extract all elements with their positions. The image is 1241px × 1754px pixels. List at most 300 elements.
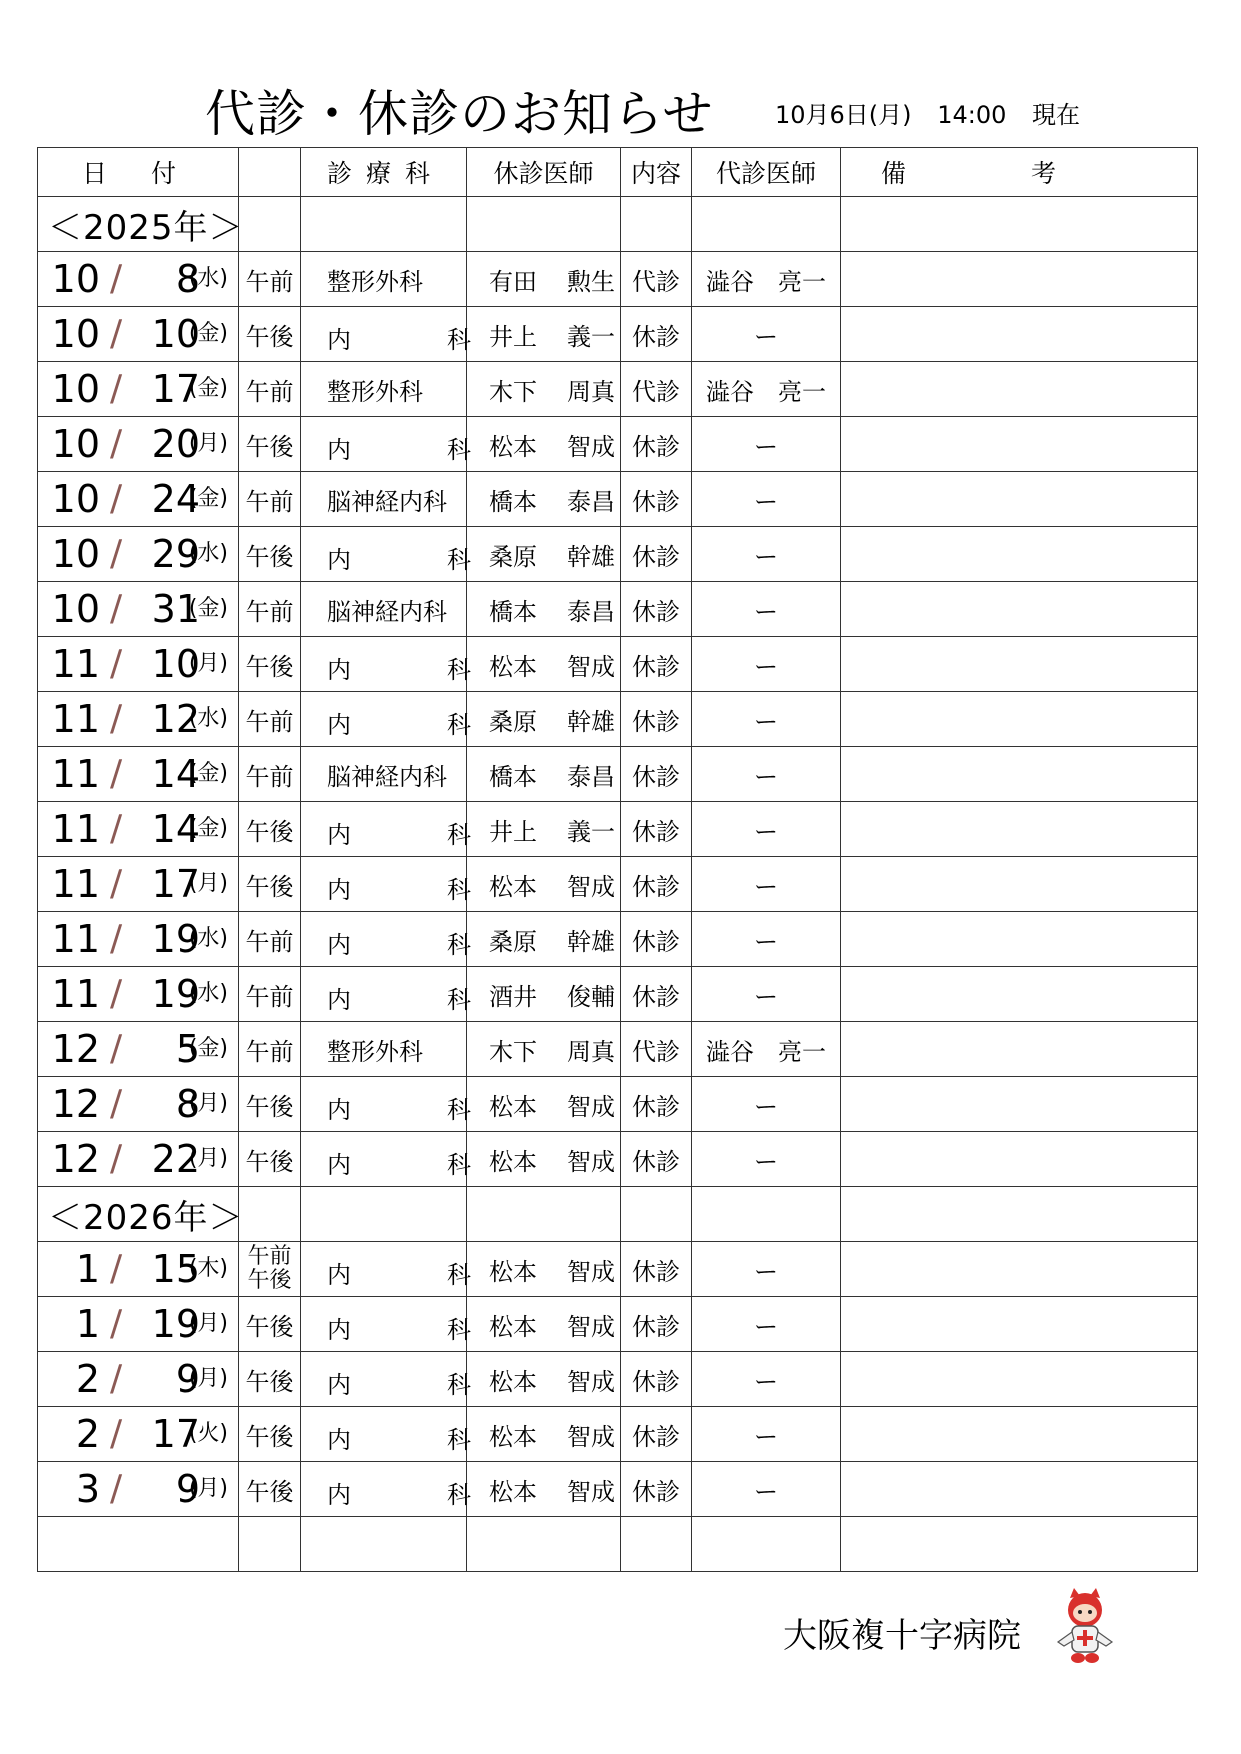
date-day: 29 [151, 532, 200, 576]
note-cell [841, 967, 1198, 1022]
session-cell: 午前 [239, 912, 301, 967]
hospital-mascot-icon [1050, 1588, 1120, 1668]
note-cell [841, 637, 1198, 692]
date-weekday: (月) [188, 1146, 228, 1171]
absent-doctor-cell [467, 747, 621, 802]
absent-doctor-last: 橋本 [489, 762, 537, 791]
date-month: 10 [51, 422, 100, 466]
dept-part-a: 内 [327, 436, 351, 464]
date-slash: / [110, 863, 123, 904]
session-cell: 午後 [239, 857, 301, 912]
type-cell: 休診 [621, 967, 692, 1022]
dept-cell: 脳神経内科 [301, 582, 467, 637]
note-cell [841, 1022, 1198, 1077]
year-label: ＜2026年＞ [38, 1187, 239, 1242]
absent-doctor-first: 智成 [567, 872, 615, 901]
dept-cell [301, 967, 471, 1022]
date-day: 14 [151, 807, 200, 851]
date-weekday: (月) [188, 651, 228, 676]
note-cell [841, 1077, 1198, 1132]
dept-cell [301, 307, 471, 362]
date-month: 1 [75, 1302, 100, 1346]
date-month: 11 [51, 972, 100, 1016]
date-weekday: (月) [188, 1476, 228, 1501]
type-cell: 休診 [621, 857, 692, 912]
year-row [38, 1187, 1198, 1242]
absent-doctor-cell [467, 857, 621, 912]
date-weekday: (水) [188, 541, 228, 566]
absent-doctor-first: 義一 [567, 322, 615, 351]
dept-part-a: 内 [327, 1481, 351, 1509]
session-am: 午前 [247, 1244, 292, 1269]
note-cell [841, 252, 1198, 307]
date-weekday: (金) [188, 486, 228, 511]
dept-part-b: 科 [447, 931, 471, 959]
date-month: 12 [51, 1137, 100, 1181]
dept-cell [301, 417, 471, 472]
date-month: 2 [75, 1357, 100, 1401]
table-row [38, 527, 1198, 582]
column-header-substitute-doctor: 代診医師 [692, 148, 841, 197]
note-cell [841, 802, 1198, 857]
date-weekday: (月) [188, 1311, 228, 1336]
page-title: 代診・休診のお知らせ [205, 85, 714, 143]
absent-doctor-last: 井上 [489, 322, 537, 351]
date-weekday: (月) [188, 1366, 228, 1391]
absent-doctor-first: 泰昌 [567, 597, 615, 626]
table-row [38, 1462, 1198, 1517]
session-cell: 午後 [239, 307, 301, 362]
absent-doctor-first: 泰昌 [567, 762, 615, 791]
date-weekday: (木) [188, 1256, 228, 1281]
table-row [38, 747, 1198, 802]
dept-part-a: 内 [327, 931, 351, 959]
substitute-doctor-cell: ー [692, 912, 841, 967]
date-day: 20 [151, 422, 200, 466]
substitute-doctor-cell: ー [692, 637, 841, 692]
dept-part-a: 内 [327, 1261, 351, 1289]
substitute-doctor-cell: ー [692, 1077, 841, 1132]
absent-doctor-first: 智成 [567, 1257, 615, 1286]
type-cell: 休診 [621, 1352, 692, 1407]
table-row [38, 472, 1198, 527]
session-cell: 午前 [239, 747, 301, 802]
absent-doctor-cell [467, 1022, 621, 1077]
absent-doctor-cell [467, 1132, 621, 1187]
note-cell [841, 857, 1198, 912]
absent-doctor-first: 智成 [567, 1367, 615, 1396]
session-cell: 午前 [239, 1022, 301, 1077]
substitute-doctor-cell: ー [692, 1407, 841, 1462]
absent-doctor-last: 松本 [489, 1367, 537, 1396]
note-cell [841, 1297, 1198, 1352]
as-of-time: 14:00 [937, 101, 1007, 129]
date-weekday: (水) [188, 981, 228, 1006]
note-cell [841, 472, 1198, 527]
date-cell [38, 307, 239, 362]
session-cell: 午後 [239, 527, 301, 582]
type-cell: 休診 [621, 802, 692, 857]
absent-doctor-last: 桑原 [489, 707, 537, 736]
absent-doctor-cell [467, 692, 621, 747]
date-weekday: (水) [188, 926, 228, 951]
absent-doctor-last: 松本 [489, 872, 537, 901]
table-row [38, 1407, 1198, 1462]
date-cell [38, 692, 239, 747]
date-cell [38, 1022, 239, 1077]
session-cell: 午前 [239, 362, 301, 417]
table-row [38, 1242, 1198, 1297]
empty-row [38, 1517, 1198, 1572]
absent-doctor-last: 酒井 [489, 982, 537, 1011]
date-slash: / [110, 258, 123, 299]
absent-doctor-first: 智成 [567, 1477, 615, 1506]
hospital-name: 大阪複十字病院 [783, 1616, 1021, 1656]
session-cell: 午後 [239, 1462, 301, 1517]
type-cell: 代診 [621, 362, 692, 417]
dept-part-a: 内 [327, 1316, 351, 1344]
absent-doctor-last: 木下 [489, 1037, 537, 1066]
date-cell [38, 747, 239, 802]
dept-part-b: 科 [447, 986, 471, 1014]
date-slash: / [110, 808, 123, 849]
session-cell: 午前 [239, 252, 301, 307]
column-header-date: 日 付 [38, 148, 239, 197]
schedule-table [37, 147, 1198, 1572]
date-slash: / [110, 478, 123, 519]
dept-part-b: 科 [447, 326, 471, 354]
absent-doctor-last: 松本 [489, 652, 537, 681]
dept-cell [301, 1132, 471, 1187]
absent-doctor-first: 幹雄 [567, 542, 615, 571]
date-day: 10 [151, 642, 200, 686]
note-cell [841, 1407, 1198, 1462]
date-slash: / [110, 423, 123, 464]
absent-doctor-first: 義一 [567, 817, 615, 846]
column-header-dept: 診療科 [301, 148, 467, 197]
dept-cell [301, 1077, 471, 1132]
absent-doctor-cell [467, 637, 621, 692]
substitute-doctor-cell: ー [692, 967, 841, 1022]
dept-part-a: 内 [327, 656, 351, 684]
date-slash: / [110, 533, 123, 574]
dept-cell [301, 527, 471, 582]
session-cell: 午前 [239, 967, 301, 1022]
dept-cell: 脳神経内科 [301, 472, 467, 527]
type-cell: 休診 [621, 1132, 692, 1187]
date-day: 14 [151, 752, 200, 796]
note-cell [841, 1132, 1198, 1187]
dept-cell [301, 1242, 471, 1297]
date-month: 11 [51, 642, 100, 686]
column-header-type: 内容 [621, 148, 692, 197]
date-cell [38, 527, 239, 582]
note-cell [841, 307, 1198, 362]
session-cell: 午前 [239, 582, 301, 637]
dept-cell: 整形外科 [301, 362, 467, 417]
dept-cell [301, 1407, 471, 1462]
absent-doctor-first: 智成 [567, 432, 615, 461]
date-slash: / [110, 1248, 123, 1289]
absent-doctor-first: 智成 [567, 652, 615, 681]
session-pm: 午後 [247, 1268, 292, 1293]
type-cell: 休診 [621, 637, 692, 692]
substitute-doctor-cell: ー [692, 692, 841, 747]
dept-cell [301, 802, 471, 857]
dept-cell [301, 692, 471, 747]
as-of-timestamp [775, 98, 1098, 132]
absent-doctor-cell [467, 582, 621, 637]
date-month: 12 [51, 1082, 100, 1126]
column-header-note [841, 148, 1198, 197]
date-day: 9 [175, 1357, 200, 1401]
type-cell: 休診 [621, 1077, 692, 1132]
date-day: 8 [175, 257, 200, 301]
absent-doctor-last: 木下 [489, 377, 537, 406]
date-weekday: (金) [188, 761, 228, 786]
date-day: 17 [151, 862, 200, 906]
dept-cell: 整形外科 [301, 252, 467, 307]
date-month: 10 [51, 367, 100, 411]
table-row [38, 692, 1198, 747]
date-day: 19 [151, 972, 200, 1016]
table-row [38, 362, 1198, 417]
absent-doctor-cell [467, 1077, 621, 1132]
absent-doctor-cell [467, 1242, 621, 1297]
date-month: 2 [75, 1412, 100, 1456]
dept-part-b: 科 [447, 1261, 471, 1289]
date-day: 24 [151, 477, 200, 521]
session-cell: 午後 [239, 1077, 301, 1132]
dept-cell [301, 857, 471, 912]
date-cell [38, 1297, 239, 1352]
dept-part-a: 内 [327, 546, 351, 574]
absent-doctor-cell [467, 1462, 621, 1517]
date-month: 11 [51, 917, 100, 961]
dept-cell: 整形外科 [301, 1022, 467, 1077]
table-row [38, 1132, 1198, 1187]
substitute-doctor-cell: ー [692, 1462, 841, 1517]
type-cell: 休診 [621, 1462, 692, 1517]
date-month: 11 [51, 807, 100, 851]
session-cell: 午後 [239, 1132, 301, 1187]
absent-doctor-cell [467, 1407, 621, 1462]
dept-part-a: 内 [327, 1371, 351, 1399]
dept-part-b: 科 [447, 436, 471, 464]
dept-cell [301, 1352, 471, 1407]
absent-doctor-last: 有田 [489, 267, 537, 296]
dept-part-b: 科 [447, 711, 471, 739]
dept-part-a: 内 [327, 326, 351, 354]
absent-doctor-first: 智成 [567, 1147, 615, 1176]
dept-cell [301, 1462, 471, 1517]
date-slash: / [110, 368, 123, 409]
date-cell [38, 1242, 239, 1297]
type-cell: 休診 [621, 1242, 692, 1297]
date-month: 10 [51, 477, 100, 521]
absent-doctor-last: 井上 [489, 817, 537, 846]
dept-cell [301, 1297, 471, 1352]
date-cell [38, 1132, 239, 1187]
date-month: 10 [51, 587, 100, 631]
date-month: 1 [75, 1247, 100, 1291]
type-cell: 休診 [621, 527, 692, 582]
absent-doctor-first: 智成 [567, 1312, 615, 1341]
absent-doctor-cell [467, 1297, 621, 1352]
absent-doctor-cell [467, 912, 621, 967]
date-cell [38, 912, 239, 967]
substitute-doctor-cell: ー [692, 307, 841, 362]
date-cell [38, 362, 239, 417]
date-cell [38, 252, 239, 307]
date-month: 10 [51, 532, 100, 576]
date-weekday: (金) [188, 1036, 228, 1061]
session-cell: 午前 [239, 472, 301, 527]
substitute-doctor-cell: ー [692, 1242, 841, 1297]
absent-doctor-first: 智成 [567, 1422, 615, 1451]
note-cell [841, 527, 1198, 582]
session-cell: 午後 [239, 417, 301, 472]
date-day: 17 [151, 1412, 200, 1456]
date-weekday: (月) [188, 1091, 228, 1116]
absent-doctor-last: 橋本 [489, 597, 537, 626]
absent-doctor-cell [467, 1352, 621, 1407]
absent-doctor-cell [467, 472, 621, 527]
date-day: 8 [175, 1082, 200, 1126]
absent-doctor-last: 松本 [489, 1477, 537, 1506]
note-cell [841, 692, 1198, 747]
substitute-doctor-cell: ー [692, 527, 841, 582]
date-weekday: (水) [188, 706, 228, 731]
date-day: 9 [175, 1467, 200, 1511]
date-day: 22 [151, 1137, 200, 1181]
table-row [38, 252, 1198, 307]
absent-doctor-last: 松本 [489, 1422, 537, 1451]
dept-cell [301, 912, 471, 967]
date-day: 15 [151, 1247, 200, 1291]
absent-doctor-last: 松本 [489, 432, 537, 461]
session-cell: 午後 [239, 1352, 301, 1407]
dept-part-a: 内 [327, 821, 351, 849]
substitute-doctor-cell: ー [692, 582, 841, 637]
date-weekday: (水) [188, 266, 228, 291]
substitute-doctor-cell: ー [692, 1132, 841, 1187]
note-cell [841, 1352, 1198, 1407]
substitute-doctor-cell: 澁谷 亮一 [692, 252, 841, 307]
date-cell [38, 967, 239, 1022]
table-row [38, 637, 1198, 692]
table-row [38, 1022, 1198, 1077]
date-cell [38, 417, 239, 472]
session-cell: 午後 [239, 1297, 301, 1352]
substitute-doctor-cell: ー [692, 1352, 841, 1407]
substitute-doctor-cell: ー [692, 802, 841, 857]
date-day: 19 [151, 917, 200, 961]
date-cell [38, 1077, 239, 1132]
absent-doctor-last: 橋本 [489, 487, 537, 516]
note-cell [841, 1462, 1198, 1517]
type-cell: 休診 [621, 912, 692, 967]
table-row [38, 857, 1198, 912]
absent-doctor-cell [467, 362, 621, 417]
dept-part-a: 内 [327, 1151, 351, 1179]
date-weekday: (月) [188, 431, 228, 456]
date-slash: / [110, 918, 123, 959]
table-row [38, 1077, 1198, 1132]
dept-cell: 脳神経内科 [301, 747, 467, 802]
date-month: 12 [51, 1027, 100, 1071]
column-header-absent-doctor: 休診医師 [467, 148, 621, 197]
as-of-suffix: 現在 [1032, 101, 1080, 129]
date-month: 11 [51, 862, 100, 906]
session-cell [239, 1242, 301, 1297]
date-cell [38, 582, 239, 637]
year-row [38, 197, 1198, 252]
dept-part-b: 科 [447, 546, 471, 574]
date-cell [38, 472, 239, 527]
session-cell: 午前 [239, 692, 301, 747]
date-slash: / [110, 1413, 123, 1454]
absent-doctor-first: 周真 [567, 377, 615, 406]
date-slash: / [110, 313, 123, 354]
dept-part-b: 科 [447, 876, 471, 904]
table-row [38, 1297, 1198, 1352]
date-slash: / [110, 1303, 123, 1344]
note-cell [841, 417, 1198, 472]
dept-part-b: 科 [447, 1426, 471, 1454]
absent-doctor-cell [467, 967, 621, 1022]
table-row [38, 802, 1198, 857]
absent-doctor-last: 桑原 [489, 927, 537, 956]
table-row [38, 582, 1198, 637]
note-cell [841, 1242, 1198, 1297]
as-of-date: 10月6日(月) [775, 101, 912, 129]
date-cell [38, 1352, 239, 1407]
type-cell: 休診 [621, 1407, 692, 1462]
date-day: 19 [151, 1302, 200, 1346]
column-header-note-b: 考 [1031, 159, 1057, 188]
dept-part-a: 内 [327, 711, 351, 739]
type-cell: 休診 [621, 307, 692, 362]
dept-part-a: 内 [327, 1096, 351, 1124]
absent-doctor-first: 泰昌 [567, 487, 615, 516]
absent-doctor-first: 幹雄 [567, 927, 615, 956]
date-cell [38, 637, 239, 692]
date-cell [38, 1407, 239, 1462]
date-weekday: (金) [188, 816, 228, 841]
type-cell: 休診 [621, 582, 692, 637]
date-month: 3 [75, 1467, 100, 1511]
date-slash: / [110, 973, 123, 1014]
substitute-doctor-cell: 澁谷 亮一 [692, 1022, 841, 1077]
dept-part-b: 科 [447, 821, 471, 849]
session-cell: 午後 [239, 637, 301, 692]
substitute-doctor-cell: ー [692, 472, 841, 527]
date-slash: / [110, 1468, 123, 1509]
date-day: 10 [151, 312, 200, 356]
absent-doctor-cell [467, 307, 621, 362]
date-cell [38, 802, 239, 857]
date-weekday: (月) [188, 871, 228, 896]
dept-part-b: 科 [447, 656, 471, 684]
type-cell: 休診 [621, 747, 692, 802]
session-cell: 午後 [239, 1407, 301, 1462]
date-weekday: (金) [188, 376, 228, 401]
absent-doctor-cell [467, 527, 621, 582]
absent-doctor-first: 周真 [567, 1037, 615, 1066]
date-weekday: (火) [188, 1421, 228, 1446]
date-day: 12 [151, 697, 200, 741]
